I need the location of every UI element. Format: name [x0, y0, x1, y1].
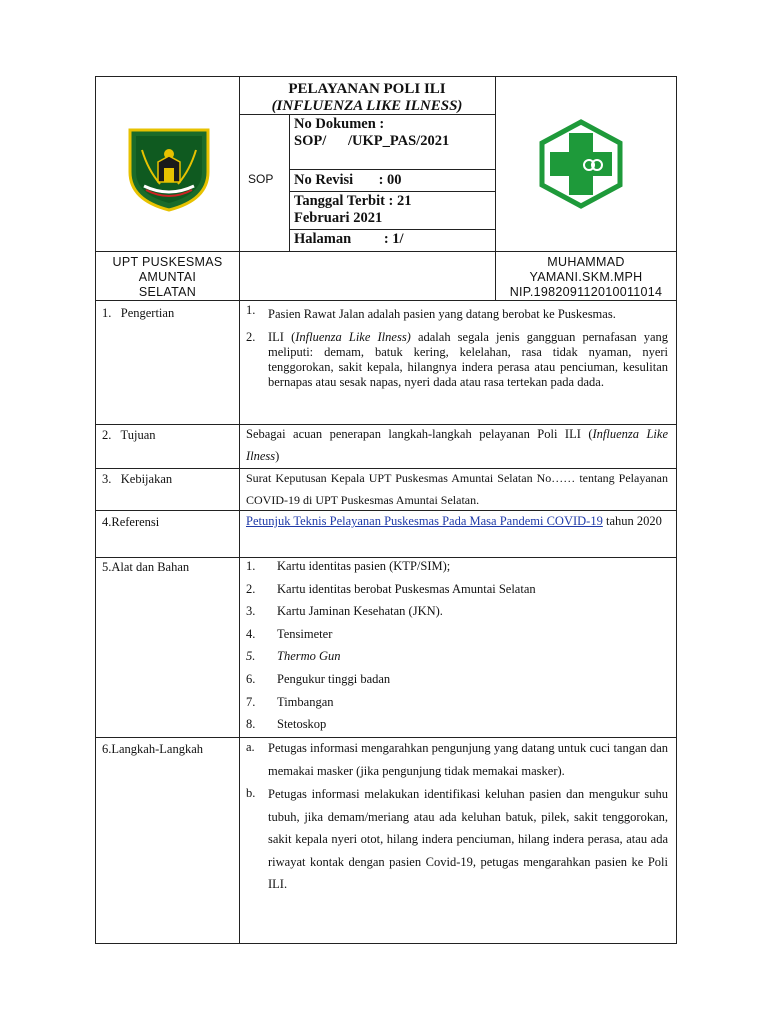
text-italic: Influenza Like Ilness: [246, 427, 668, 463]
section-label-alat: 5.Alat dan Bahan: [102, 560, 190, 574]
list-item: [246, 692, 668, 715]
list-text: Kartu identitas pasien (KTP/SIM);: [277, 559, 451, 573]
regional-emblem-logo: [122, 120, 216, 212]
list-item: [246, 330, 668, 390]
list-number: 4.: [246, 626, 256, 641]
sop-document: [95, 76, 677, 944]
org-line: SELATAN: [138, 285, 197, 299]
list-item: [246, 303, 668, 325]
org-line: AMUNTAI: [138, 270, 197, 284]
list-number: a.: [246, 740, 255, 754]
list-item: [246, 669, 668, 692]
list-number: 5.: [246, 649, 256, 664]
list-number: 2.: [246, 581, 256, 596]
tanggal-terbit-line: Februari 2021: [294, 210, 383, 226]
divider: [289, 191, 495, 192]
title-line: PELAYANAN POLI ILI: [288, 81, 446, 97]
list-item: [246, 783, 668, 896]
tanggal-terbit-line: Tanggal Terbit : 21: [294, 193, 412, 209]
list-item: [246, 624, 668, 647]
section-langkah-list: [246, 737, 668, 896]
section-label-referensi: 4.Referensi: [102, 515, 160, 529]
list-item: [246, 737, 668, 782]
puskesmas-logo: [537, 119, 625, 209]
sop-label: SOP: [248, 172, 274, 186]
sop-divider: [289, 114, 290, 251]
section-alat-list: [246, 556, 668, 737]
list-text: [268, 330, 668, 390]
list-item: [246, 579, 668, 602]
list-text: Timbangan: [277, 694, 334, 709]
section-tujuan-text: [246, 423, 668, 467]
org-name: [96, 255, 239, 300]
list-text: Stetoskop: [277, 717, 327, 732]
list-item: [246, 646, 668, 669]
referensi-link[interactable]: Petunjuk Teknis Pelayanan Puskesmas Pada Masa Pandemi COVID-19: [246, 514, 603, 528]
section-label-kebijakan: 3. Kebijakan: [102, 472, 173, 486]
text-span: Sebagai acuan penerapan langkah-langkah pelayanan Poli ILI (: [246, 427, 593, 441]
section-label-pengertian: 1. Pengertian: [102, 306, 175, 320]
list-text: Tensimeter: [277, 626, 333, 641]
section-label-tujuan: 2. Tujuan: [102, 428, 156, 442]
divider: [289, 229, 495, 230]
text-span: ILI (: [268, 330, 296, 344]
head-name-line: MUHAMMAD: [547, 255, 625, 269]
list-item: [246, 556, 668, 579]
text-span: tahun 2020: [602, 514, 662, 528]
tanggal-terbit: [294, 193, 412, 227]
section-referensi-text: [246, 510, 668, 532]
list-number: 7.: [246, 694, 256, 709]
document-title: [239, 81, 495, 115]
head-signature: [496, 255, 676, 300]
divider: [96, 251, 676, 252]
list-text: Kartu identitas berobat Puskesmas Amuntai Selatan: [277, 581, 536, 596]
list-number: b.: [246, 786, 256, 800]
halaman: Halaman : 1/: [294, 231, 404, 247]
list-number: 3.: [246, 604, 256, 619]
no-dokumen-value: SOP/ /UKP_PAS/2021: [294, 133, 450, 149]
section-label-langkah: 6.Langkah-Langkah: [102, 742, 204, 756]
title-line-italic: (INFLUENZA LIKE ILNESS): [271, 98, 463, 114]
list-text: Pengukur tinggi badan: [277, 671, 391, 686]
list-text: Kartu Jaminan Kesehatan (JKN).: [277, 604, 443, 619]
text-span: adalah segala jenis gangguan pernafasan yang meliputi: demam, batuk kering, kelelahan, rasa tidak nyaman, nyeri tenggorokan, sakit kepala, hilangnya indera perasa atau penciuman, kesulitan bernapas atau sesak napas, nyeri dada atau rasa tertekan pada dada.: [268, 330, 669, 389]
list-text: Petugas informasi mengarahkan pengunjung yang datang untuk cuci tangan dan memakai masker (jika pengunjung tidak memakai masker).: [268, 741, 668, 778]
no-revisi: No Revisi : 00: [294, 172, 402, 188]
list-text: Thermo Gun: [277, 649, 341, 664]
no-dokumen-label: No Dokumen :: [294, 116, 385, 132]
list-number: 6.: [246, 671, 256, 686]
divider: [96, 300, 676, 301]
divider: [289, 169, 495, 170]
table-bottom-border: [95, 943, 677, 944]
text-span: ): [275, 449, 280, 463]
org-line: UPT PUSKESMAS: [112, 255, 223, 269]
section-pengertian: [246, 303, 668, 390]
list-number: 2.: [246, 330, 256, 344]
head-name-line: YAMANI.SKM.MPH: [529, 270, 643, 284]
list-item: [246, 714, 668, 737]
text-italic: Influenza Like Ilness): [295, 330, 411, 344]
head-nip: NIP.198209112010011014: [509, 285, 663, 299]
list-number: 1.: [246, 303, 256, 317]
section-kebijakan-text: Surat Keputusan Kepala UPT Puskesmas Amuntai Selatan No…… tentang Pelayanan COVID-19 di UPT Puskesmas Amuntai Selatan.: [246, 471, 668, 507]
list-number: 1.: [246, 559, 256, 573]
list-text: Pasien Rawat Jalan adalah pasien yang datang berobat ke Puskesmas.: [268, 307, 616, 321]
list-number: 8.: [246, 717, 256, 732]
list-item: [246, 601, 668, 624]
list-text: Petugas informasi melakukan identifikasi keluhan pasien dan mengukur suhu tubuh, jika demam/meriang atau ada keluhan batuk, pilek, sakit tenggorokan, sakit kepala nyeri otot, hilang indera penciuman, hilang indera perasa, atau ada riwayat kontak dengan pasien Covid-19, petugas mengarahkan pasien ke Poli ILI.: [268, 787, 668, 891]
